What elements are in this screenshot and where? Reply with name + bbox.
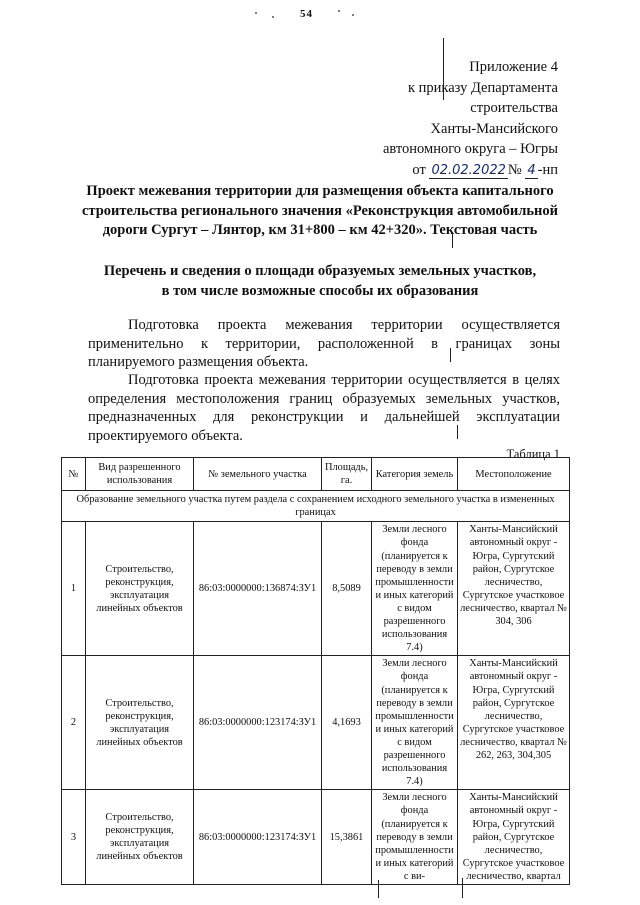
cell-category: Земли лесного фонда (планируется к переводу в земли промышленности и иных категорий с видом разрешенного использования 7.4) [372, 656, 458, 790]
cell-parcel: 86:03:0000000:136874:ЗУ1 [194, 522, 322, 656]
cell-area: 15,3861 [322, 790, 372, 885]
order-number: 4 [527, 162, 536, 178]
cell-area: 4,1693 [322, 656, 372, 790]
scan-speck [352, 14, 354, 16]
page-number: 54 [300, 8, 313, 20]
appendix-line: Приложение 4 [469, 59, 558, 75]
cell-location: Ханты-Мансийский автономный округ - Югра, Сургутский район, Сургутское лесничество, Сургутское участковое лесничество, квартал № 304, 306 [458, 522, 570, 656]
parcels-table [61, 457, 570, 885]
scan-speck [338, 10, 340, 12]
appendix-line: автономного округа – Югры [382, 141, 558, 157]
date-prefix: от [412, 161, 426, 178]
table-section-row [62, 491, 570, 522]
column-header-location: Местоположение [458, 458, 570, 491]
scan-speck [272, 16, 274, 18]
number-suffix: -нп [537, 161, 558, 178]
cell-category: Земли лесного фонда (планируется к переводу в земли промышленности и иных категорий с видом разрешенного использования 7.4) [372, 522, 458, 656]
section-title-line: в том числе возможные способы их образования [161, 282, 479, 299]
column-header-use: Вид разрешенного использования [86, 458, 194, 491]
appendix-line: к приказу Департамента [407, 79, 558, 96]
column-header-category: Категория земель [372, 458, 458, 491]
cell-number: 2 [62, 656, 86, 790]
cell-area: 8,5089 [322, 522, 372, 656]
appendix-line: строительства [470, 100, 558, 116]
number-prefix: № [507, 161, 522, 178]
scan-speck [255, 12, 257, 14]
document-title: Проект межевания территории для размещения объекта капитального строительства регионального значения «Реконструкция автомобильной дороги Сургут – Лянтор, км 31+800 – км 42+320». Текстовая часть [81, 183, 559, 238]
table-header-row [62, 458, 570, 491]
cell-parcel: 86:03:0000000:123174:ЗУ1 [194, 656, 322, 790]
cell-use: Строительство, реконструкция, эксплуатация линейных объектов [86, 522, 194, 656]
column-header-number: № [62, 458, 86, 491]
order-date-line [298, 160, 558, 182]
paragraph-intro: Подготовка проекта межевания территории осуществляется применительно к территории, расположенной в границах зоны планируемого размещения объекта. [88, 317, 560, 370]
column-header-parcel: № земельного участка [194, 458, 322, 491]
cell-number: 3 [62, 790, 86, 885]
paragraph-purpose: Подготовка проекта межевания территории осуществляется в целях определения местоположения границ образуемых земельных участков, предназначенных для реконструкции и дальнейшей эксплуатации проектируемого объекта. [88, 372, 560, 444]
section-title [60, 262, 580, 301]
cell-parcel: 86:03:0000000:123174:ЗУ1 [194, 790, 322, 885]
table-row [62, 522, 570, 656]
order-date: 02.02.2022 [431, 162, 506, 178]
cell-use: Строительство, реконструкция, эксплуатация линейных объектов [86, 790, 194, 885]
cell-category: Земли лесного фонда (планируется к переводу в земли промышленности и иных категорий с ви- [372, 790, 458, 885]
table-row [62, 790, 570, 885]
appendix-block [298, 57, 558, 181]
section-row-text: Образование земельного участка путем раздела с сохранением исходного земельного участка в измененных границах [62, 491, 570, 522]
cell-use: Строительство, реконструкция, эксплуатация линейных объектов [86, 656, 194, 790]
table-row [62, 656, 570, 790]
cell-location: Ханты-Мансийский автономный округ - Югра, Сургутский район, Сургутское лесничество, Сургутское участковое лесничество, квартал № 262, 263, 304,305 [458, 656, 570, 790]
cell-number: 1 [62, 522, 86, 656]
column-header-area: Площадь, га. [322, 458, 372, 491]
cell-location: Ханты-Мансийский автономный округ - Югра, Сургутский район, Сургутское лесничество, Сургутское участковое лесничество, квартал [458, 790, 570, 885]
appendix-line: Ханты-Мансийского [430, 120, 558, 137]
table-caption: Таблица 1 [506, 447, 560, 461]
section-title-line: Перечень и сведения о площади образуемых земельных участков, [103, 263, 537, 279]
